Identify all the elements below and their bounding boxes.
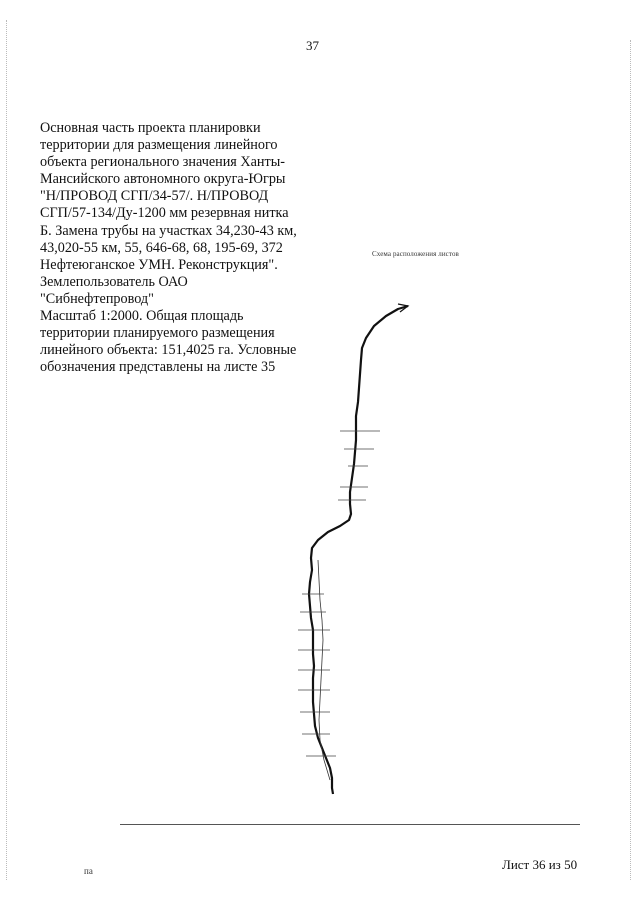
scheme-title: Схема расположения листов — [372, 250, 459, 258]
page-number: 37 — [306, 38, 319, 53]
sheet-label: Лист 36 из 50 — [502, 857, 578, 872]
footer-rule — [120, 824, 580, 825]
description-line: объекта регионального значения Ханты- — [40, 154, 285, 171]
sheet-boundary-ticks — [298, 431, 380, 756]
pipeline-route-line — [309, 306, 408, 794]
description-line: Землепользователь ОАО — [40, 273, 188, 290]
description-line: территории для размещения линейного — [40, 137, 278, 154]
description-line: Нефтеюганское УМН. Реконструкция". — [40, 256, 278, 273]
description-line: обозначения представлены на листе 35 — [40, 359, 276, 376]
description-line: СГП/57-134/Ду-1200 мм резервная нитка — [40, 205, 289, 222]
description-line: Мансийского автономного округа-Югры — [40, 171, 286, 188]
description-line: "Сибнефтепровод" — [40, 290, 154, 307]
description-line: линейного объекта: 151,4025 га. Условные — [40, 342, 297, 359]
description-line: "Н/ПРОВОД СГП/34-57/. Н/ПРОВОД — [40, 188, 269, 205]
description-line: 43,020-55 км, 55, 646-68, 68, 195-69, 372 — [40, 239, 283, 256]
description-line: территории планируемого размещения — [40, 325, 275, 342]
description-line: Основная часть проекта планировки — [40, 120, 261, 136]
footer-left-mark: па — [84, 866, 93, 876]
description-line: Масштаб 1:2000. Общая площадь — [40, 308, 244, 325]
description-line: Б. Замена трубы на участках 34,230-43 км, — [40, 222, 297, 239]
